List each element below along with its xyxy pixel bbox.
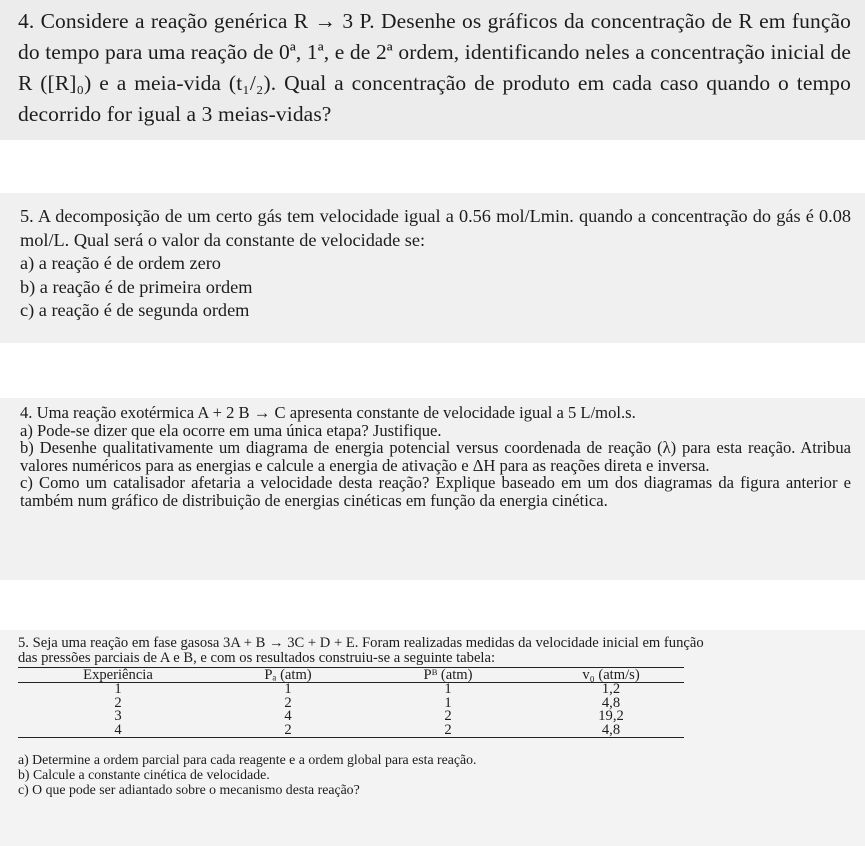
table-cell: 2 bbox=[444, 708, 452, 724]
table-header: Pₐ (atm) bbox=[218, 668, 358, 683]
table-cell: 4 bbox=[18, 724, 218, 738]
question-3-intro: 4. Uma reação exotérmica A + 2 B → C apresenta constante de velocidade igual a 5 L/mol.s. bbox=[20, 403, 636, 422]
table-cell: 3 bbox=[114, 708, 122, 724]
table-cell: 2 bbox=[358, 724, 538, 738]
table-cell: 2 bbox=[218, 724, 358, 738]
question-3-item-a: a) Pode-se dizer que ela ocorre em uma única etapa? Justifique. bbox=[20, 420, 442, 440]
table-row bbox=[18, 724, 684, 738]
question-block-3 bbox=[0, 398, 865, 580]
table-cell: 1,2 bbox=[601, 681, 621, 697]
table-cell: 1 bbox=[444, 694, 452, 711]
question-4-item-a: a) Determine a ordem parcial para cada reagente e a ordem global para esta reação. bbox=[18, 752, 477, 767]
question-1-text: 4. Considere a reação genérica R → 3 P. Desenhe os gráficos da concentração de R em função do tempo para uma reação de 0ª, 1ª, e de 2ª ordem, identificando neles a concentração inicial de R ([R]₀) e a meia-vida (t₁/₂). Qual a concentração de produto em cada caso quando o tempo decorrido for igual a 3 meias-vidas? bbox=[18, 9, 851, 126]
question-3-item-c: c) Como um catalisador afetaria a velocidade desta reação? Explique baseado em um dos diagramas da figura anterior e também num gráfico de distribuição de energias cinéticas em função da energia cinética. bbox=[20, 473, 851, 510]
question-block-4 bbox=[0, 630, 865, 846]
table-cell: 4,8 bbox=[538, 724, 684, 738]
question-2-item-b: b) a reação é de primeira ordem bbox=[20, 276, 253, 297]
question-2-item-a: a) a reação é de ordem zero bbox=[20, 253, 221, 273]
question-4-intro: 5. Seja uma reação em fase gasosa 3A + B → 3C + D + E. Foram realizadas medidas da velocidade inicial em função das pressões parciais de A e B, e com os resultados construiu-se a seguinte tabela: bbox=[18, 635, 704, 666]
table-cell: 4,8 bbox=[601, 694, 621, 711]
rate-data-table bbox=[18, 667, 684, 738]
table-header: Pᴮ (atm) bbox=[358, 668, 538, 683]
table-cell: 1 bbox=[114, 681, 122, 697]
table-header: v₀ (atm/s) bbox=[538, 668, 684, 683]
table-header: Experiência bbox=[18, 668, 218, 683]
question-block-2 bbox=[0, 193, 865, 343]
table-cell: 19,2 bbox=[598, 708, 624, 724]
table-cell: 2 bbox=[284, 694, 292, 711]
question-2-text: 5. A decomposição de um certo gás tem velocidade igual a 0.56 mol/Lmin. quando a concentração do gás é 0.08 mol/L. Qual será o valor da constante de velocidade se: bbox=[20, 206, 851, 250]
question-4-item-b: b) Calcule a constante cinética de velocidade. bbox=[18, 767, 270, 782]
table-cell: 2 bbox=[114, 694, 122, 711]
question-4-item-c: c) O que pode ser adiantado sobre o mecanismo desta reação? bbox=[18, 782, 360, 797]
table-cell: 4 bbox=[284, 708, 292, 724]
table-cell: 1 bbox=[444, 681, 452, 697]
question-2-item-c: c) a reação é de segunda ordem bbox=[20, 300, 250, 320]
question-block-1 bbox=[0, 0, 865, 140]
question-3-item-b: b) Desenhe qualitativamente um diagrama de energia potencial versus coordenada de reação (λ) para esta reação. Atribua valores numéricos para as energias e calcule a energia de ativação e ΔH para as reações direta e inversa. bbox=[20, 438, 851, 475]
table-cell: 1 bbox=[284, 681, 292, 697]
